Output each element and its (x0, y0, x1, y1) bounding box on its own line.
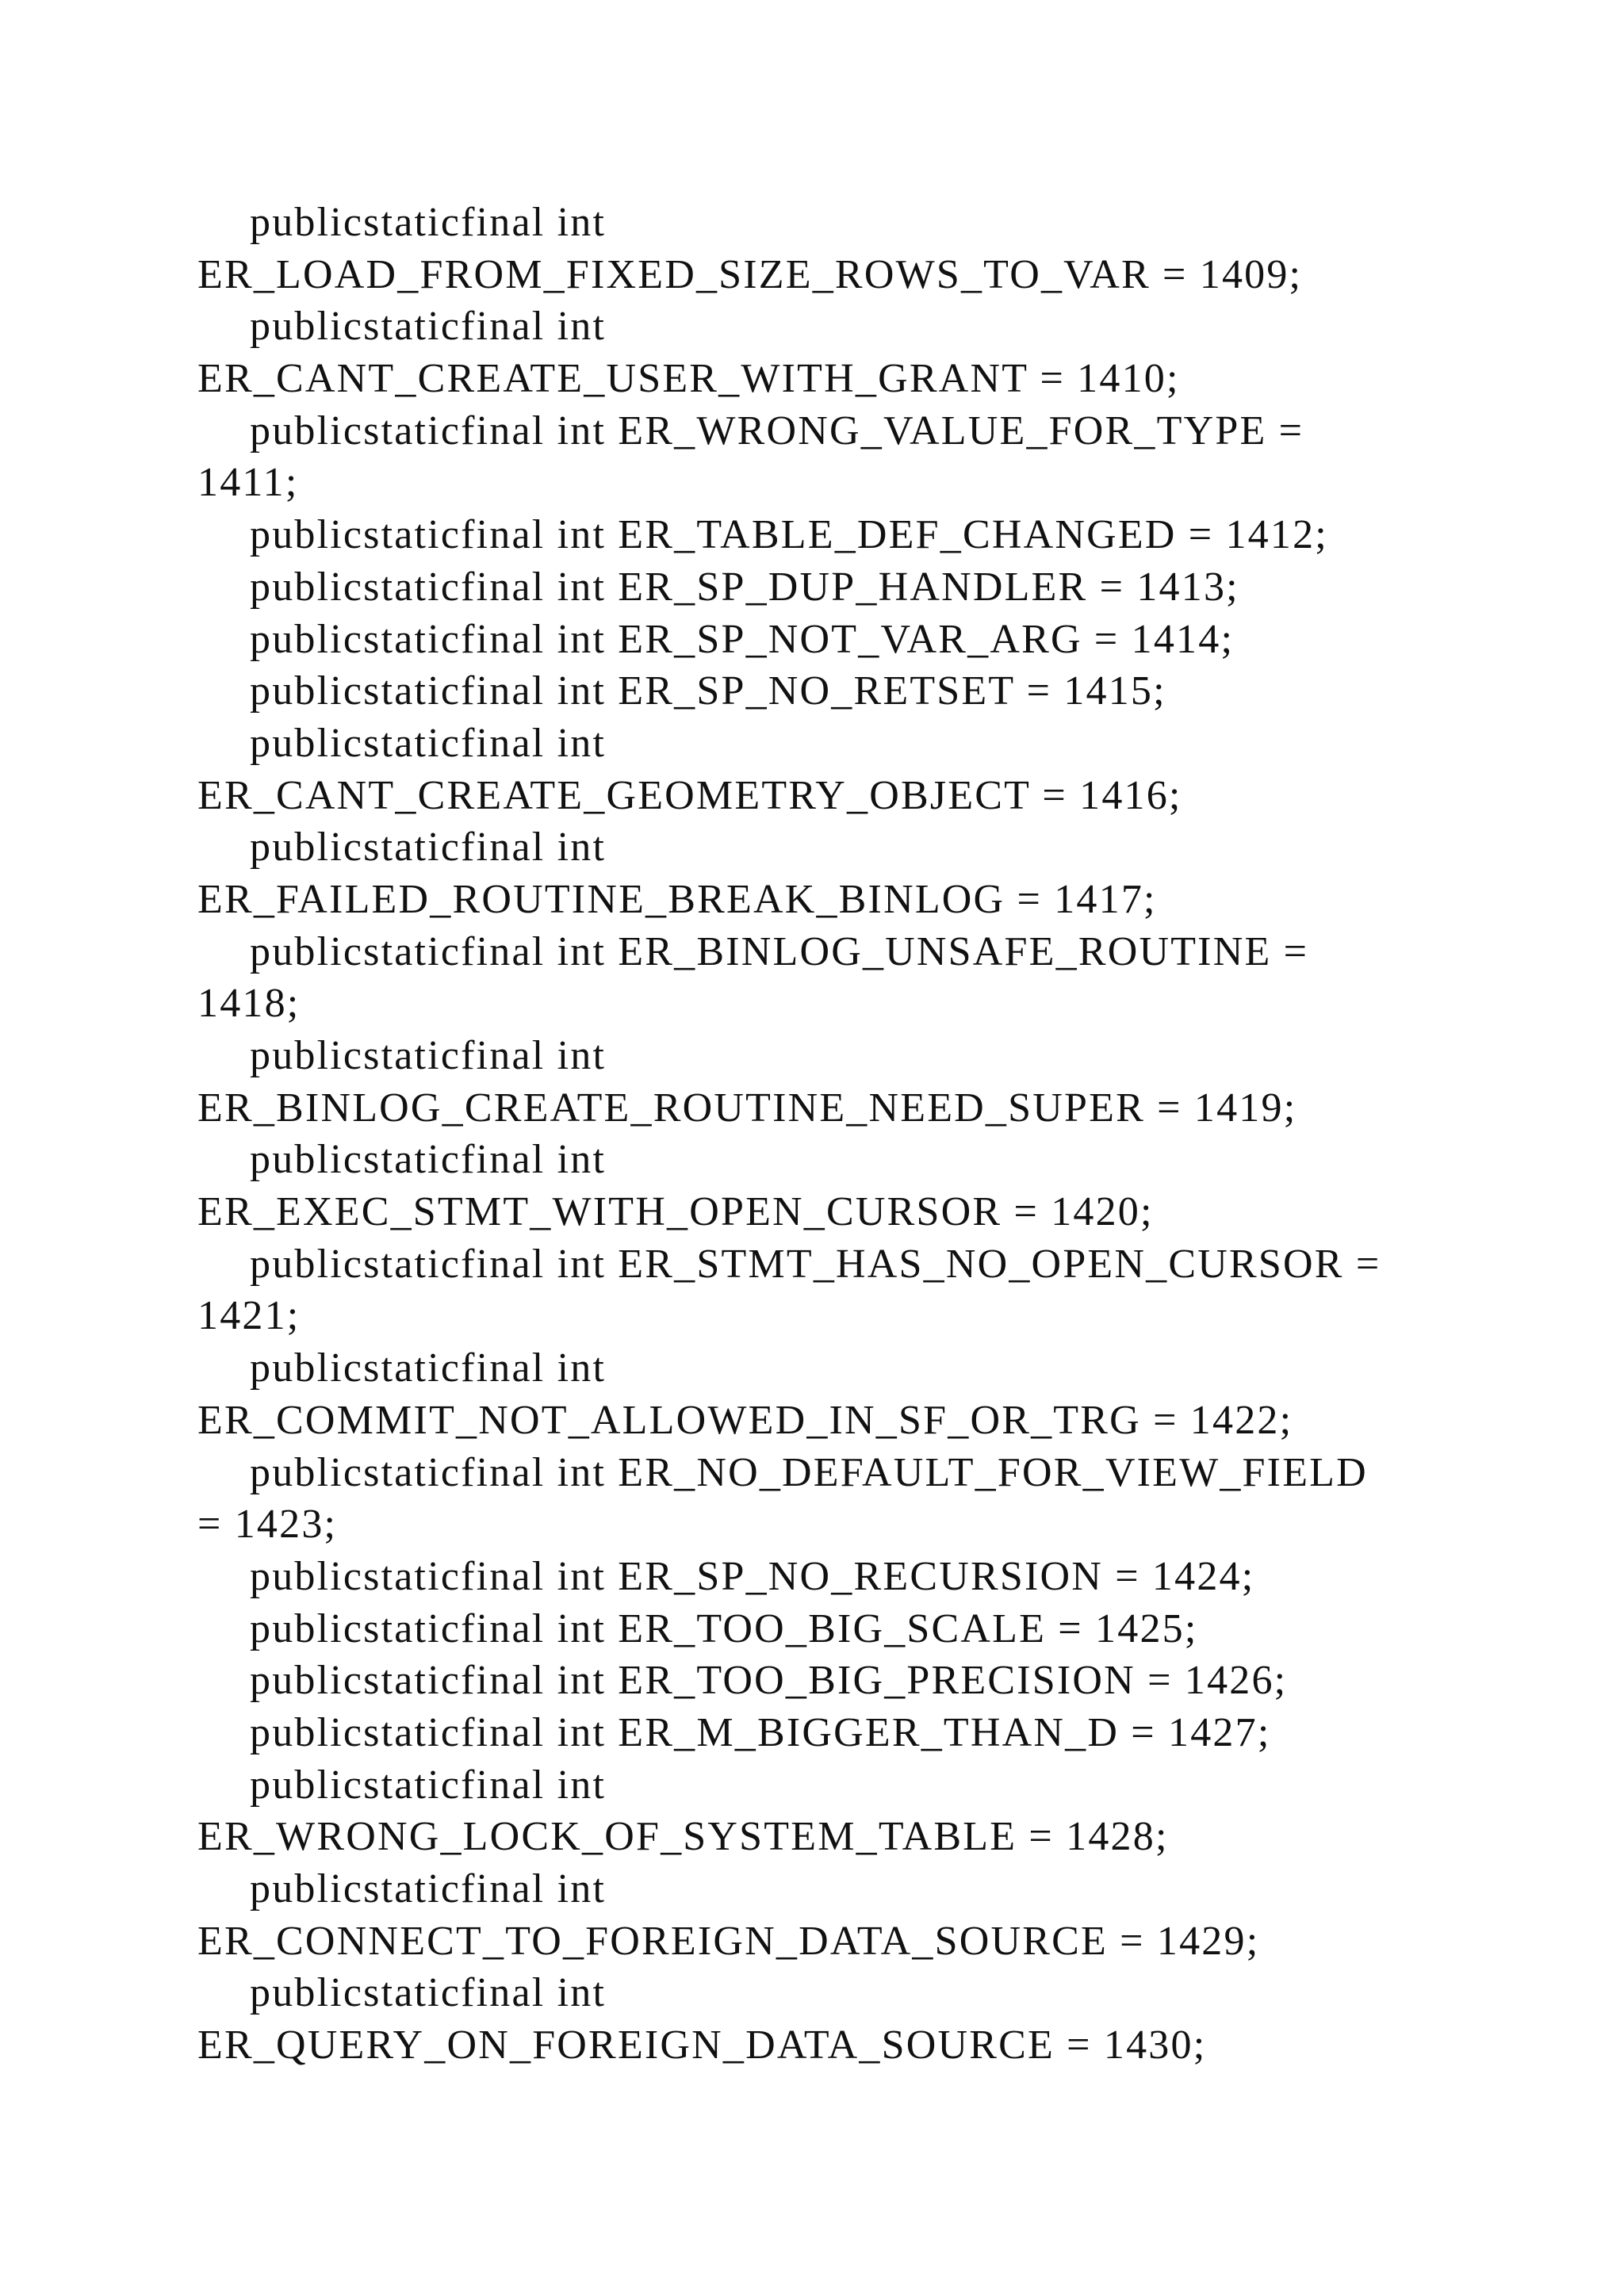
code-line: publicstaticfinal int ER_M_BIGGER_THAN_D = 1427; (250, 1709, 1271, 1755)
code-line: ER_CANT_CREATE_USER_WITH_GRANT = 1410; (197, 356, 1180, 402)
code-line: publicstaticfinal int (250, 200, 607, 245)
code-line: publicstaticfinal int ER_STMT_HAS_NO_OPEN_CURSOR = (250, 1241, 1381, 1287)
code-line: publicstaticfinal int (250, 720, 607, 766)
code-line: publicstaticfinal int (250, 1137, 607, 1183)
code-line: publicstaticfinal int ER_BINLOG_UNSAFE_ROUTINE = (250, 928, 1309, 974)
code-line: publicstaticfinal int ER_TOO_BIG_SCALE = 1425; (250, 1605, 1198, 1651)
code-line: publicstaticfinal int ER_SP_DUP_HANDLER = 1413; (250, 564, 1239, 610)
code-line: publicstaticfinal int (250, 1033, 607, 1078)
code-listing (197, 197, 1466, 2072)
code-line: ER_FAILED_ROUTINE_BREAK_BINLOG = 1417; (197, 876, 1157, 922)
code-line: publicstaticfinal int ER_SP_NO_RETSET = 1415; (250, 668, 1166, 714)
code-line: publicstaticfinal int ER_SP_NOT_VAR_ARG = 1414; (250, 616, 1235, 662)
code-line: publicstaticfinal int (250, 1866, 607, 1911)
code-line: publicstaticfinal int (250, 1345, 607, 1391)
code-line: ER_EXEC_STMT_WITH_OPEN_CURSOR = 1420; (197, 1189, 1154, 1235)
code-line: ER_CONNECT_TO_FOREIGN_DATA_SOURCE = 1429; (197, 1918, 1260, 1964)
code-line: publicstaticfinal int ER_TABLE_DEF_CHANGED = 1412; (250, 512, 1328, 558)
code-line: 1418; (197, 981, 301, 1027)
code-line: = 1423; (197, 1502, 338, 1548)
code-line: ER_CANT_CREATE_GEOMETRY_OBJECT = 1416; (197, 772, 1182, 818)
code-line: ER_BINLOG_CREATE_ROUTINE_NEED_SUPER = 1419; (197, 1085, 1297, 1131)
code-line: ER_LOAD_FROM_FIXED_SIZE_ROWS_TO_VAR = 1409; (197, 251, 1303, 297)
code-line: publicstaticfinal int (250, 825, 607, 871)
code-line: publicstaticfinal int (250, 1970, 607, 2016)
code-line: publicstaticfinal int ER_WRONG_VALUE_FOR_TYPE = (250, 408, 1304, 453)
code-line: publicstaticfinal int ER_SP_NO_RECURSION = 1424; (250, 1553, 1255, 1599)
code-line: publicstaticfinal int ER_TOO_BIG_PRECISION = 1426; (250, 1658, 1288, 1704)
code-line: 1411; (197, 460, 299, 506)
code-line: publicstaticfinal int (250, 304, 607, 350)
code-line: publicstaticfinal int (250, 1762, 607, 1808)
code-line: 1421; (197, 1293, 301, 1339)
code-line: ER_QUERY_ON_FOREIGN_DATA_SOURCE = 1430; (197, 2022, 1207, 2068)
code-line: publicstaticfinal int ER_NO_DEFAULT_FOR_VIEW_FIELD (250, 1449, 1368, 1495)
code-line: ER_WRONG_LOCK_OF_SYSTEM_TABLE = 1428; (197, 1814, 1169, 1860)
code-line: ER_COMMIT_NOT_ALLOWED_IN_SF_OR_TRG = 1422; (197, 1397, 1293, 1443)
